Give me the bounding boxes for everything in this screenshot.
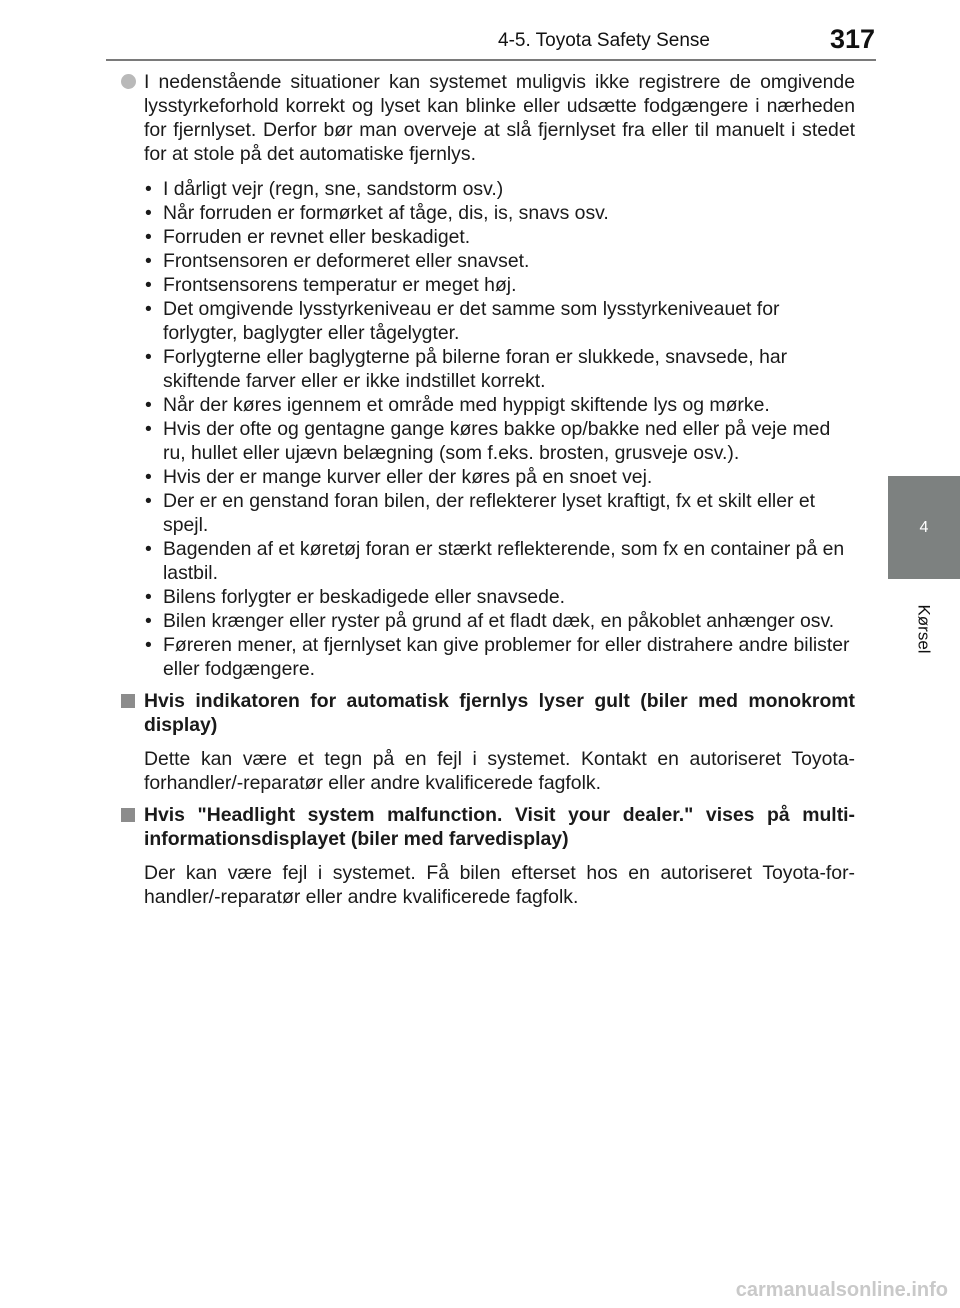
section-headlight-malfunction: [121, 803, 855, 909]
list-item: • Bilens forlygter er beskadigede eller snavsede.: [144, 585, 855, 609]
intro-text: I nedenstående situationer kan systemet muligvis ikke registrere de omgivende lysstyrkeforhold korrekt og lyset kan blinke eller udsætte fodgængere i nærheden for fjernlyset. Derfor bør man overveje at slå fjernlyset fra eller til manuelt i stedet for at stole på det automatiske fjernlys.: [144, 71, 855, 165]
list-item: • Når forruden er formørket af tåge, dis, is, snavs osv.: [144, 201, 855, 225]
intro-paragraph: [121, 70, 855, 166]
list-item: • Når der køres igennem et område med hyppigt skiftende lys og mørke.: [144, 393, 855, 417]
side-tab-label: [888, 579, 960, 679]
section-heading: [121, 803, 855, 851]
list-item: • Hvis der ofte og gentagne gange køres bakke op/bakke ned eller på veje med ru, hullet eller ujævn belægning (som f.eks. brosten, grusveje osv.).: [144, 417, 855, 465]
side-tab-label-text: Kørsel: [915, 604, 934, 654]
header-section-title: 4-5. Toyota Safety Sense: [498, 30, 710, 51]
list-item: • Bilen krænger eller ryster på grund af et fladt dæk, en påkoblet anhænger osv.: [144, 609, 855, 633]
section-heading-text: Hvis indikatoren for automatisk fjernlys lyser gult (biler med monokromt display): [144, 690, 855, 736]
section-heading-text: Hvis "Headlight system malfunction. Visit your dealer." vises på multi-informationsdisplayet (biler med farvedisplay): [144, 804, 855, 850]
list-item: • Bagenden af et køretøj foran er stærkt reflekterende, som fx en container på en lastbil.: [144, 537, 855, 585]
list-item: • Frontsensoren er deformeret eller snavset.: [144, 249, 855, 273]
side-tab-number: 4: [888, 476, 960, 579]
list-item: • Forlygterne eller baglygterne på bilerne foran er slukkede, snavsede, har skiftende farver eller er ikke indstillet korrekt.: [144, 345, 855, 393]
list-item: • Det omgivende lysstyrkeniveau er det samme som lysstyrkeniveauet for forlygter, baglygter eller tågelygter.: [144, 297, 855, 345]
square-bullet-icon: [121, 808, 135, 822]
header-rule: [106, 59, 876, 61]
list-item: • Frontsensorens temperatur er meget høj.: [144, 273, 855, 297]
list-item: • Føreren mener, at fjernlyset kan give problemer for eller distrahere andre bilister eller fodgængere.: [144, 633, 855, 681]
section-body: Dette kan være et tegn på en fejl i systemet. Kontakt en autoriseret Toyota-forhandler/-reparatør eller andre kvalificerede fagfolk.: [144, 748, 855, 794]
circle-bullet-icon: [121, 74, 136, 89]
list-item: • Hvis der er mange kurver eller der køres på en snoet vej.: [144, 465, 855, 489]
page-content: [121, 70, 855, 909]
section-amber-indicator: [121, 689, 855, 795]
list-item: • Forruden er revnet eller beskadiget.: [144, 225, 855, 249]
section-body: Der kan være fejl i systemet. Få bilen efterset hos en autoriseret Toyota-for-handler/-reparatør eller andre kvalificerede fagfolk.: [144, 862, 855, 908]
page-number: 317: [830, 24, 876, 54]
square-bullet-icon: [121, 694, 135, 708]
list-item: • I dårligt vejr (regn, sne, sandstorm osv.): [144, 177, 855, 201]
footer-watermark: carmanualsonline.info: [735, 1279, 948, 1301]
condition-list: [121, 177, 855, 681]
list-item: • Der er en genstand foran bilen, der reflekterer lyset kraftigt, fx et skilt eller et spejl.: [144, 489, 855, 537]
section-heading: [121, 689, 855, 737]
